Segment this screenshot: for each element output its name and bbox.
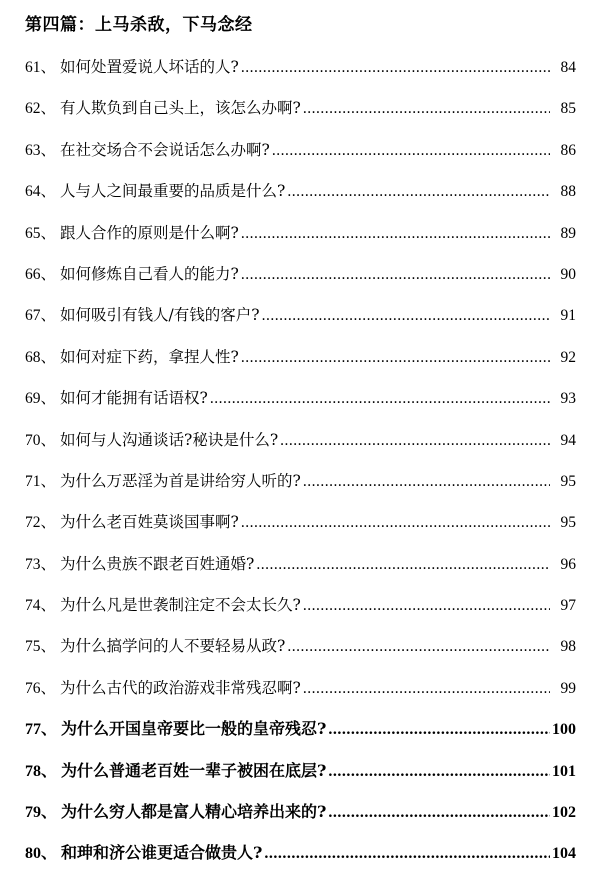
toc-entry[interactable] xyxy=(25,756,576,797)
toc-entry-page-number: 96 xyxy=(560,555,576,573)
toc-entry[interactable] xyxy=(25,549,576,590)
toc-entry-number: 79 xyxy=(25,804,41,822)
toc-entry-title: 为什么穷人都是富人精心培养出来的? xyxy=(61,802,327,822)
toc-entry-number: 69 xyxy=(25,390,41,408)
toc-entry[interactable] xyxy=(25,52,576,93)
toc-entry-page-number: 84 xyxy=(560,59,576,76)
toc-dot-leader xyxy=(210,384,550,414)
toc-entry-separator: 、 xyxy=(40,637,57,656)
toc-dot-leader xyxy=(303,674,550,704)
toc-entry-number: 73 xyxy=(25,555,41,573)
toc-entry-separator: 、 xyxy=(41,843,58,863)
toc-entry-number: 76 xyxy=(25,679,41,697)
toc-entry[interactable] xyxy=(25,466,576,507)
toc-entry-number: 65 xyxy=(25,224,41,242)
toc-entry-separator: 、 xyxy=(40,223,57,242)
toc-entry-page-number: 100 xyxy=(552,721,576,739)
toc-dot-leader xyxy=(328,715,550,745)
toc-entry-separator: 、 xyxy=(41,802,58,822)
toc-entry-separator: 、 xyxy=(40,513,57,532)
toc-entry-separator: 、 xyxy=(40,140,57,159)
toc-entry-page-number: 98 xyxy=(560,638,576,656)
toc-entry-number: 72 xyxy=(25,514,41,532)
toc-entry[interactable] xyxy=(25,507,576,548)
toc-entry-number: 78 xyxy=(25,762,41,780)
toc-entry-page-number: 93 xyxy=(560,390,576,408)
toc-entry-page-number: 89 xyxy=(560,224,576,242)
toc-entry-number: 63 xyxy=(25,141,41,159)
toc-entry-page-number: 95 xyxy=(560,514,576,532)
toc-dot-leader xyxy=(262,301,550,331)
toc-entry[interactable] xyxy=(25,93,576,134)
toc-entry-number: 64 xyxy=(25,183,41,201)
toc-entry-page-number: 88 xyxy=(560,183,576,201)
toc-entry-page-number: 101 xyxy=(552,762,576,780)
toc-entry-number: 66 xyxy=(25,265,41,283)
toc-entry-title: 如何修炼自己看人的能力? xyxy=(60,264,239,283)
toc-entry-page-number: 91 xyxy=(560,307,576,325)
section-title: 第四篇：上马杀敌，下马念经 xyxy=(25,15,253,35)
toc-entry-separator: 、 xyxy=(40,678,57,697)
toc-entry-title: 为什么贵族不跟老百姓通婚? xyxy=(60,554,255,573)
toc-entry[interactable] xyxy=(25,797,576,838)
toc-entry-title: 在社交场合不会说话怎么办啊? xyxy=(60,140,270,159)
toc-entry-title: 有人欺负到自己头上，该怎么办啊? xyxy=(60,99,301,118)
toc-entry-page-number: 90 xyxy=(560,265,576,283)
toc-entry-page-number: 86 xyxy=(560,141,576,159)
toc-dot-leader xyxy=(287,632,550,662)
toc-entry-number: 74 xyxy=(25,597,41,615)
toc-entry-separator: 、 xyxy=(41,760,58,780)
toc-entry-title: 如何对症下药，拿捏人性? xyxy=(60,347,239,366)
toc-entry-title: 如何吸引有钱人/有钱的客户? xyxy=(60,306,260,325)
toc-dot-leader xyxy=(328,798,550,828)
toc-dot-leader xyxy=(272,136,550,166)
toc-entry-title: 为什么搞学问的人不要轻易从政? xyxy=(60,637,286,656)
toc-entry-title: 人与人之间最重要的品质是什么? xyxy=(60,182,286,201)
toc-entry-title: 为什么开国皇帝要比一般的皇帝残忍? xyxy=(61,719,327,739)
toc-entry-title: 和珅和济公谁更适合做贵人? xyxy=(61,843,263,863)
toc-entry-separator: 、 xyxy=(41,719,58,739)
toc-dot-leader xyxy=(264,839,550,869)
toc-entry-title: 为什么古代的政治游戏非常残忍啊? xyxy=(60,678,301,697)
toc-entry-separator: 、 xyxy=(40,389,57,408)
toc-entry-title: 如何与人沟通谈话?秘诀是什么? xyxy=(60,430,279,449)
table-of-contents xyxy=(25,52,576,880)
toc-dot-leader xyxy=(328,757,550,787)
toc-dot-leader xyxy=(241,219,550,249)
toc-entry-separator: 、 xyxy=(40,471,57,490)
toc-entry-separator: 、 xyxy=(40,596,57,615)
toc-entry-page-number: 85 xyxy=(560,100,576,118)
toc-entry-separator: 、 xyxy=(40,347,57,366)
toc-entry-number: 71 xyxy=(25,472,41,490)
toc-entry-title: 为什么凡是世袭制注定不会太长久? xyxy=(60,596,301,615)
toc-dot-leader xyxy=(303,94,550,124)
toc-entry[interactable] xyxy=(25,425,576,466)
toc-dot-leader xyxy=(241,53,550,83)
toc-entry-page-number: 97 xyxy=(560,597,576,615)
toc-dot-leader xyxy=(256,550,550,580)
toc-entry-number: 68 xyxy=(25,348,41,366)
toc-entry[interactable] xyxy=(25,342,576,383)
toc-entry-separator: 、 xyxy=(40,99,57,118)
toc-entry[interactable] xyxy=(25,259,576,300)
toc-entry-separator: 、 xyxy=(40,306,57,325)
toc-entry-number: 70 xyxy=(25,431,41,449)
toc-entry-title: 为什么万恶淫为首是讲给穷人听的? xyxy=(60,471,301,490)
toc-entry-page-number: 99 xyxy=(560,679,576,697)
toc-entry-page-number: 92 xyxy=(560,348,576,366)
toc-dot-leader xyxy=(241,260,550,290)
toc-entry-separator: 、 xyxy=(40,430,57,449)
toc-entry[interactable] xyxy=(25,176,576,217)
toc-entry-separator: 、 xyxy=(40,182,57,201)
toc-entry-title: 如何才能拥有话语权? xyxy=(60,389,208,408)
toc-entry[interactable] xyxy=(25,135,576,176)
toc-entry-title: 为什么普通老百姓一辈子被困在底层? xyxy=(61,760,327,780)
toc-entry[interactable] xyxy=(25,590,576,631)
toc-entry-title: 跟人合作的原则是什么啊? xyxy=(60,223,239,242)
toc-entry-number: 62 xyxy=(25,100,41,118)
toc-entry-number: 61 xyxy=(25,59,41,76)
toc-entry[interactable] xyxy=(25,631,576,672)
toc-dot-leader xyxy=(287,177,550,207)
toc-dot-leader xyxy=(241,343,550,373)
toc-entry[interactable] xyxy=(25,714,576,755)
toc-entry-page-number: 95 xyxy=(560,472,576,490)
toc-entry-separator: 、 xyxy=(40,554,57,573)
toc-entry-number: 77 xyxy=(25,721,41,739)
toc-entry[interactable] xyxy=(25,838,576,879)
toc-entry-page-number: 104 xyxy=(552,845,576,863)
toc-entry-title: 如何处置爱说人坏话的人? xyxy=(60,58,239,76)
toc-entry-title: 为什么老百姓莫谈国事啊? xyxy=(60,513,239,532)
toc-entry-page-number: 102 xyxy=(552,804,576,822)
toc-entry[interactable] xyxy=(25,673,576,714)
toc-entry-separator: 、 xyxy=(40,264,57,283)
toc-entry-page-number: 94 xyxy=(560,431,576,449)
toc-entry-separator: 、 xyxy=(40,58,57,76)
toc-entry-number: 75 xyxy=(25,638,41,656)
toc-entry[interactable] xyxy=(25,383,576,424)
toc-dot-leader xyxy=(241,508,550,538)
toc-entry[interactable] xyxy=(25,218,576,259)
toc-dot-leader xyxy=(303,467,550,497)
toc-entry-number: 67 xyxy=(25,307,41,325)
toc-dot-leader xyxy=(303,591,550,621)
toc-entry-number: 80 xyxy=(25,845,41,863)
toc-dot-leader xyxy=(280,426,550,456)
toc-entry[interactable] xyxy=(25,300,576,341)
